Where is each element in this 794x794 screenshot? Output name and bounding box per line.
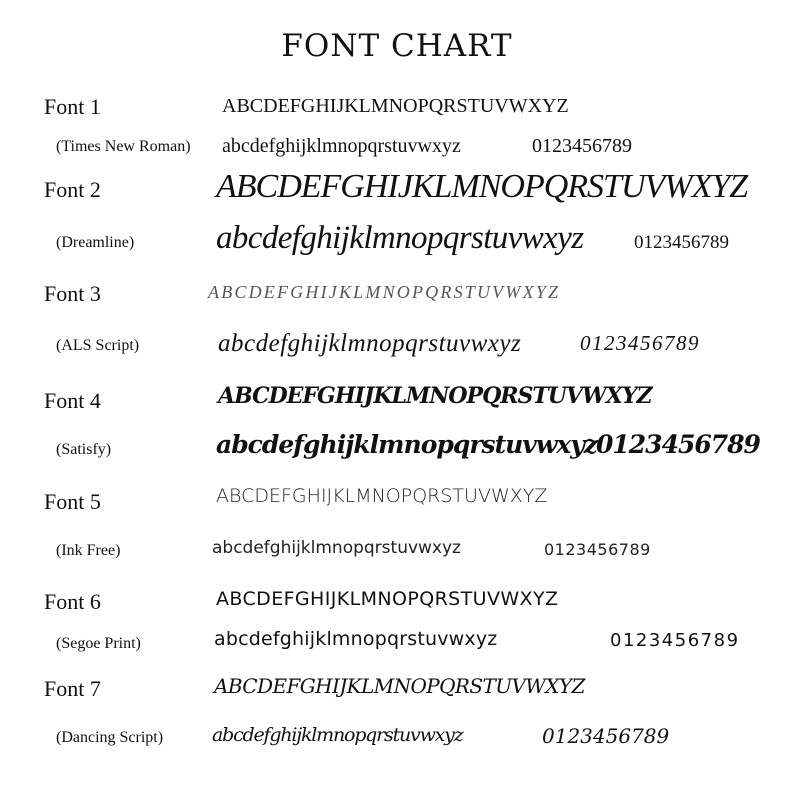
font-7-label: Font 7: [44, 676, 101, 701]
font-3-lowercase-sample: abcdefghijklmnopqrstuvwxyz: [218, 330, 522, 357]
font-2-lowercase-sample: abcdefghijklmnopqrstuvwxyz: [216, 220, 584, 256]
font-5-name: (Ink Free): [56, 542, 121, 559]
font-1-name: (Times New Roman): [56, 138, 191, 155]
font-1-uppercase-sample: ABCDEFGHIJKLMNOPQRSTUVWXYZ: [222, 95, 569, 117]
font-6-uppercase-sample: ABCDEFGHIJKLMNOPQRSTUVWXYZ: [216, 588, 559, 610]
font-1-lowercase-sample: abcdefghijklmnopqrstuvwxyz: [222, 135, 461, 157]
font-7-digits-sample: 0123456789: [542, 724, 670, 748]
font-4-lowercase-sample: abcdefghijklmnopqrstuvwxyz: [216, 430, 597, 459]
font-4-uppercase-sample: ABCDEFGHIJKLMNOPQRSTUVWXYZ: [218, 383, 652, 409]
font-5-label: Font 5: [44, 489, 101, 514]
font-4-digits-sample: 0123456789: [596, 430, 760, 459]
font-7-uppercase-sample: ABCDEFGHIJKLMNOPQRSTUVWXYZ: [214, 674, 585, 698]
font-1-label: Font 1: [44, 94, 101, 119]
font-2-label: Font 2: [44, 177, 101, 202]
font-6-name: (Segoe Print): [56, 635, 141, 652]
font-6-label: Font 6: [44, 589, 101, 614]
font-1-digits-sample: 0123456789: [532, 135, 632, 157]
font-6-digits-sample: 0123456789: [610, 630, 740, 651]
font-3-uppercase-sample: ABCDEFGHIJKLMNOPQRSTUVWXYZ: [208, 282, 561, 302]
font-7-name: (Dancing Script): [56, 729, 164, 746]
page-title: FONT CHART: [281, 28, 513, 64]
font-7-lowercase-sample: abcdefghijklmnopqrstuvwxyz: [212, 724, 463, 746]
font-3-digits-sample: 0123456789: [580, 331, 700, 355]
font-3-name: (ALS Script): [56, 337, 140, 354]
font-4-name: (Satisfy): [56, 441, 112, 458]
font-4-label: Font 4: [44, 388, 101, 413]
font-2-uppercase-sample: ABCDEFGHIJKLMNOPQRSTUVWXYZ: [216, 168, 748, 205]
font-2-digits-sample: 0123456789: [634, 232, 729, 253]
font-2-name: (Dreamline): [56, 234, 135, 251]
font-5-digits-sample: 0123456789: [544, 540, 651, 559]
font-3-label: Font 3: [44, 281, 101, 306]
font-5-uppercase-sample: ABCDEFGHIJKLMNOPQRSTUVWXYZ: [216, 485, 548, 507]
font-5-lowercase-sample: abcdefghijklmnopqrstuvwxyz: [212, 538, 461, 558]
font-6-lowercase-sample: abcdefghijklmnopqrstuvwxyz: [214, 628, 498, 650]
